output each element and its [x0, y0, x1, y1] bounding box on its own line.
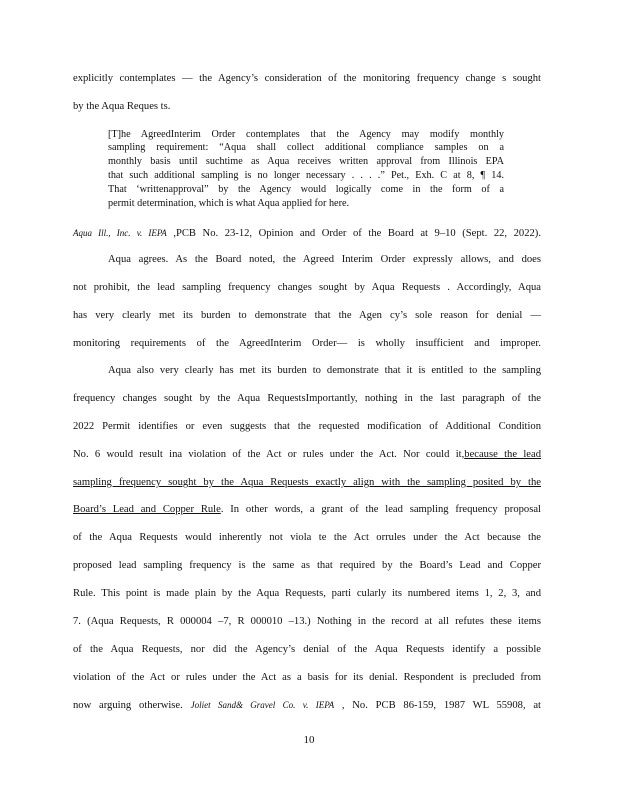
body-text-line: has very clearly met its burden to demonstrate that the Agen cy’s sole reason for denial —	[73, 310, 541, 321]
quote-line: permit determination, which is what Aqua applied for here.	[108, 198, 350, 209]
case-name: Joliet Sand& Gravel Co. v. IEPA	[190, 700, 335, 710]
body-text-line: 2022 Permit identifies or even suggests that the requested modification of Additional Condition	[73, 421, 541, 432]
body-text-line: explicitly contemplates — the Agency’s consideration of the monitoring frequency change s sought	[73, 73, 541, 84]
text-segment: now arguing otherwise.	[73, 700, 183, 711]
underlined-text: Board’s Lead and Copper Rule	[73, 504, 221, 515]
body-text-line: 7. (Aqua Requests, R 000004 –7, R 000010 –13.) Nothing in the record at all refutes these items	[73, 616, 541, 627]
body-text-line: monitoring requirements of the AgreedInterim Order— is wholly insufficient and improper.	[73, 338, 541, 349]
text-segment: No. 6 would result ina violation of the Act or rules under the Act. Nor could it,	[73, 449, 465, 460]
underlined-text-line: sampling frequency sought by the Aqua Requests exactly align with the sampling posited by the	[73, 477, 541, 488]
underlined-text: because the lead	[464, 449, 541, 460]
body-text-line: by the Aqua Reques ts.	[73, 101, 171, 112]
body-text-line: Rule. This point is made plain by the Aqua Requests, parti cularly its numbered items 1, 2, 3, and	[73, 588, 541, 599]
body-text-line: violation of the Act or rules under the Act as a basis for its denial. Respondent is precluded from	[73, 672, 541, 683]
quote-line: sampling requirement: “Aqua shall collect additional compliance samples on a	[108, 142, 504, 153]
body-text-line: Aqua also very clearly has met its burden to demonstrate that it is entitled to the sampling	[108, 365, 541, 376]
quote-line: That ‘writtenapproval” by the Agency would logically come in the form of a	[108, 184, 504, 195]
quote-line: that such additional sampling is no longer necessary . . . .” Pet., Exh. C at 8, ¶ 14.	[108, 170, 504, 181]
body-text-line	[73, 699, 541, 712]
text-segment: . In other words, a grant of the lead sampling frequency proposal	[220, 504, 541, 515]
citation-line	[73, 227, 541, 240]
body-text-line	[73, 449, 541, 461]
body-text-line: not prohibit, the lead sampling frequency changes sought by Aqua Requests . Accordingly, Aqua	[73, 282, 541, 293]
body-text-line: of the Aqua Requests would inherently not viola te the Act orrules under the Act because the	[73, 532, 541, 543]
body-text-line: frequency changes sought by the Aqua RequestsImportantly, nothing in the last paragraph of the	[73, 393, 541, 404]
body-text-line: proposed lead sampling frequency is the same as that required by the Board’s Lead and Copper	[73, 560, 541, 571]
text-segment: , No. PCB 86-159, 1987 WL 55908, at	[334, 700, 542, 711]
citation-rest: ,PCB No. 23-12, Opinion and Order of the Board at 9–10 (Sept. 22, 2022).	[166, 228, 541, 239]
page-number: 10	[303, 734, 315, 746]
body-text-line	[73, 504, 541, 516]
quote-line: monthly basis until suchtime as Aqua receives written approval from Illinois EPA	[108, 156, 504, 167]
quote-line: [T]he AgreedInterim Order contemplates that the Agency may modify monthly	[108, 129, 504, 140]
body-text-line: of the Aqua Requests, nor did the Agency’s denial of the Aqua Requests identify a possible	[73, 644, 541, 655]
case-name: Aqua Ill., Inc. v. IEPA	[73, 228, 167, 238]
body-text-line: Aqua agrees. As the Board noted, the Agreed Interim Order expressly allows, and does	[108, 254, 541, 265]
